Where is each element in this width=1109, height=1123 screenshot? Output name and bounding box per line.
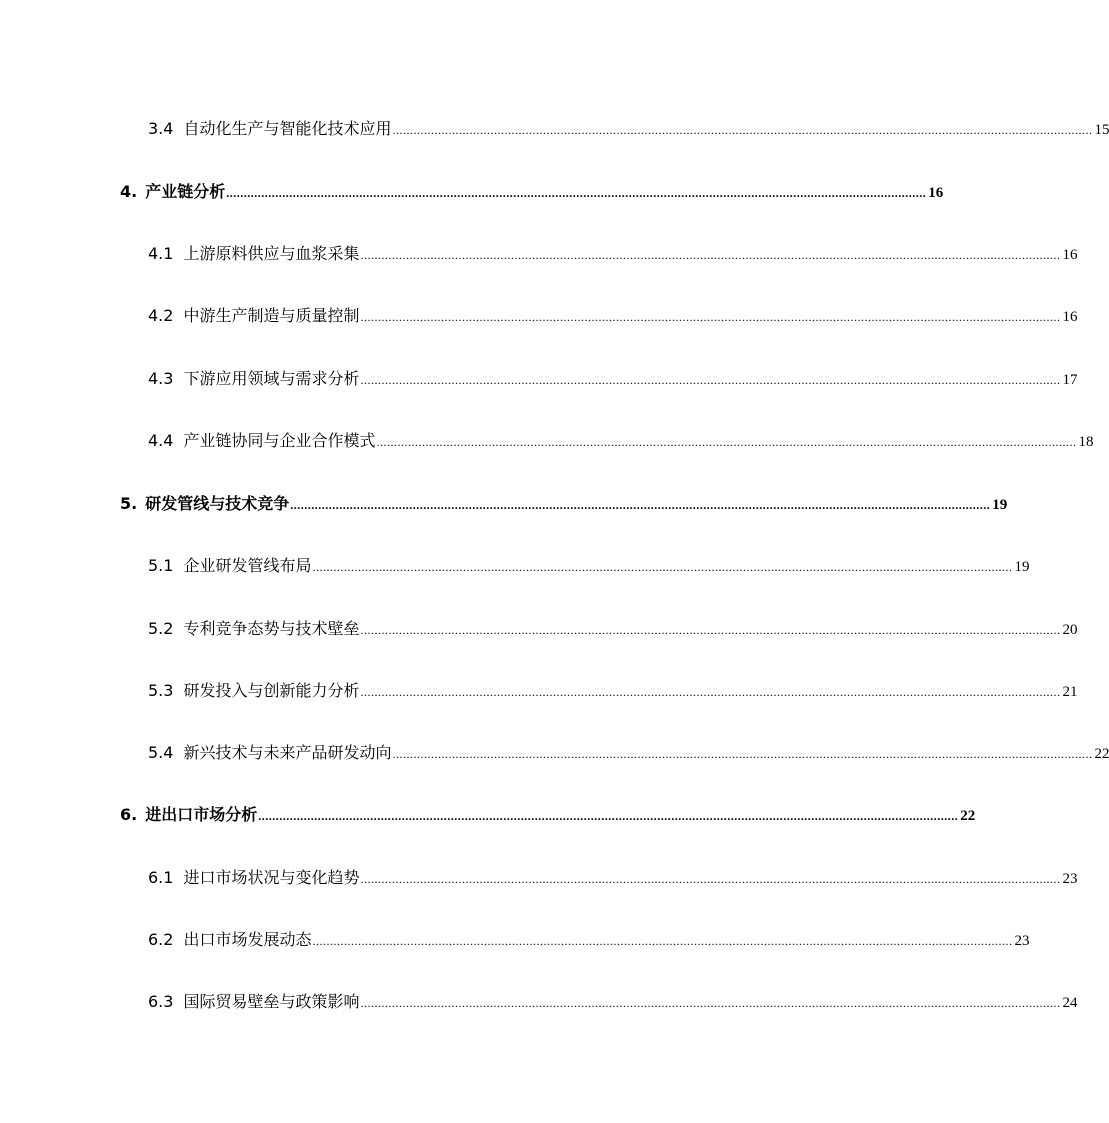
toc-entry-4-1[interactable] — [148, 242, 1078, 266]
toc-entry-number: 4. — [120, 182, 138, 201]
toc-entry-number: 6.3 — [148, 992, 174, 1011]
toc-entry-title: 新兴技术与未来产品研发动向 — [183, 743, 392, 762]
toc-entry-4[interactable] — [120, 180, 944, 204]
toc-entry-title: 产业链协同与企业合作模式 — [183, 431, 376, 450]
toc-entry-title: 国际贸易壁垒与政策影响 — [183, 992, 360, 1011]
toc-entry-page: 15 — [1094, 122, 1109, 138]
toc-entry-title: 产业链分析 — [145, 182, 226, 201]
dot-leader: ........................................................................................................................................................................................................ — [290, 498, 991, 512]
dot-leader: ........................................................................................................................................................................................................ — [392, 123, 1093, 137]
toc-entry-5-3[interactable] — [148, 679, 1078, 703]
dot-leader: ........................................................................................................................................................................................................ — [258, 809, 959, 823]
toc-entry-page: 18 — [1078, 434, 1094, 450]
toc-entry-page: 21 — [1062, 684, 1078, 700]
dot-leader: ........................................................................................................................................................................................................ — [226, 186, 927, 200]
toc-entry-number: 4.2 — [148, 306, 174, 325]
toc-entry-page: 22 — [1094, 746, 1109, 762]
dot-leader: ........................................................................................................................................................................................................ — [392, 747, 1093, 761]
toc-entry-title: 进出口市场分析 — [145, 805, 258, 824]
toc-entry-3-4[interactable] — [148, 117, 1109, 141]
toc-entry-page: 16 — [928, 185, 944, 201]
dot-leader: ........................................................................................................................................................................................................ — [360, 373, 1061, 387]
toc-entry-title: 企业研发管线布局 — [183, 556, 312, 575]
toc-entry-5-2[interactable] — [148, 617, 1078, 641]
toc-entry-title: 中游生产制造与质量控制 — [183, 306, 360, 325]
toc-entry-5[interactable] — [120, 492, 1008, 516]
toc-entry-page: 24 — [1062, 995, 1078, 1011]
toc-entry-number: 5.3 — [148, 681, 174, 700]
toc-entry-page: 17 — [1062, 372, 1078, 388]
toc-entry-title: 下游应用领域与需求分析 — [183, 369, 360, 388]
toc-entry-number: 6.2 — [148, 930, 174, 949]
toc-entry-6-1[interactable] — [148, 866, 1078, 890]
toc-entry-page: 20 — [1062, 622, 1078, 638]
toc-entry-5-4[interactable] — [148, 741, 1109, 765]
toc-entry-number: 5.1 — [148, 556, 174, 575]
toc-entry-title: 进口市场状况与变化趋势 — [183, 868, 360, 887]
toc-entry-number: 5. — [120, 494, 138, 513]
toc-entry-6[interactable] — [120, 803, 976, 827]
toc-entry-title: 研发投入与创新能力分析 — [183, 681, 360, 700]
toc-entry-number: 3.4 — [148, 119, 174, 138]
toc-entry-title: 出口市场发展动态 — [183, 930, 312, 949]
toc-entry-4-3[interactable] — [148, 367, 1078, 391]
toc-entry-page: 16 — [1062, 247, 1078, 263]
toc-entry-title: 自动化生产与智能化技术应用 — [183, 119, 392, 138]
toc-entry-6-2[interactable] — [148, 928, 1030, 952]
toc-entry-title: 研发管线与技术竞争 — [145, 494, 290, 513]
dot-leader: ........................................................................................................................................................................................................ — [360, 872, 1061, 886]
toc-entry-number: 5.2 — [148, 619, 174, 638]
dot-leader: ........................................................................................................................................................................................................ — [312, 560, 1013, 574]
toc-entry-page: 16 — [1062, 309, 1078, 325]
toc-entry-page: 19 — [992, 497, 1008, 513]
toc-entry-number: 4.1 — [148, 244, 174, 263]
dot-leader: ........................................................................................................................................................................................................ — [376, 435, 1077, 449]
toc-entry-title: 上游原料供应与血浆采集 — [183, 244, 360, 263]
toc-entry-6-3[interactable] — [148, 990, 1078, 1014]
toc-entry-5-1[interactable] — [148, 554, 1030, 578]
toc-entry-number: 5.4 — [148, 743, 174, 762]
toc-entry-number: 4.4 — [148, 431, 174, 450]
toc-entry-4-4[interactable] — [148, 429, 1094, 453]
dot-leader: ........................................................................................................................................................................................................ — [360, 310, 1061, 324]
dot-leader: ........................................................................................................................................................................................................ — [360, 623, 1061, 637]
toc-entry-number: 6.1 — [148, 868, 174, 887]
dot-leader: ........................................................................................................................................................................................................ — [360, 996, 1061, 1010]
toc-entry-page: 23 — [1062, 871, 1078, 887]
toc-entry-page: 19 — [1014, 559, 1030, 575]
toc-entry-number: 4.3 — [148, 369, 174, 388]
dot-leader: ........................................................................................................................................................................................................ — [360, 248, 1061, 262]
dot-leader: ........................................................................................................................................................................................................ — [360, 685, 1061, 699]
dot-leader: ........................................................................................................................................................................................................ — [312, 934, 1013, 948]
toc-entry-page: 23 — [1014, 933, 1030, 949]
toc-entry-title: 专利竞争态势与技术壁垒 — [183, 619, 360, 638]
toc-entry-number: 6. — [120, 805, 138, 824]
toc-entry-4-2[interactable] — [148, 304, 1078, 328]
toc-entry-page: 22 — [960, 808, 976, 824]
